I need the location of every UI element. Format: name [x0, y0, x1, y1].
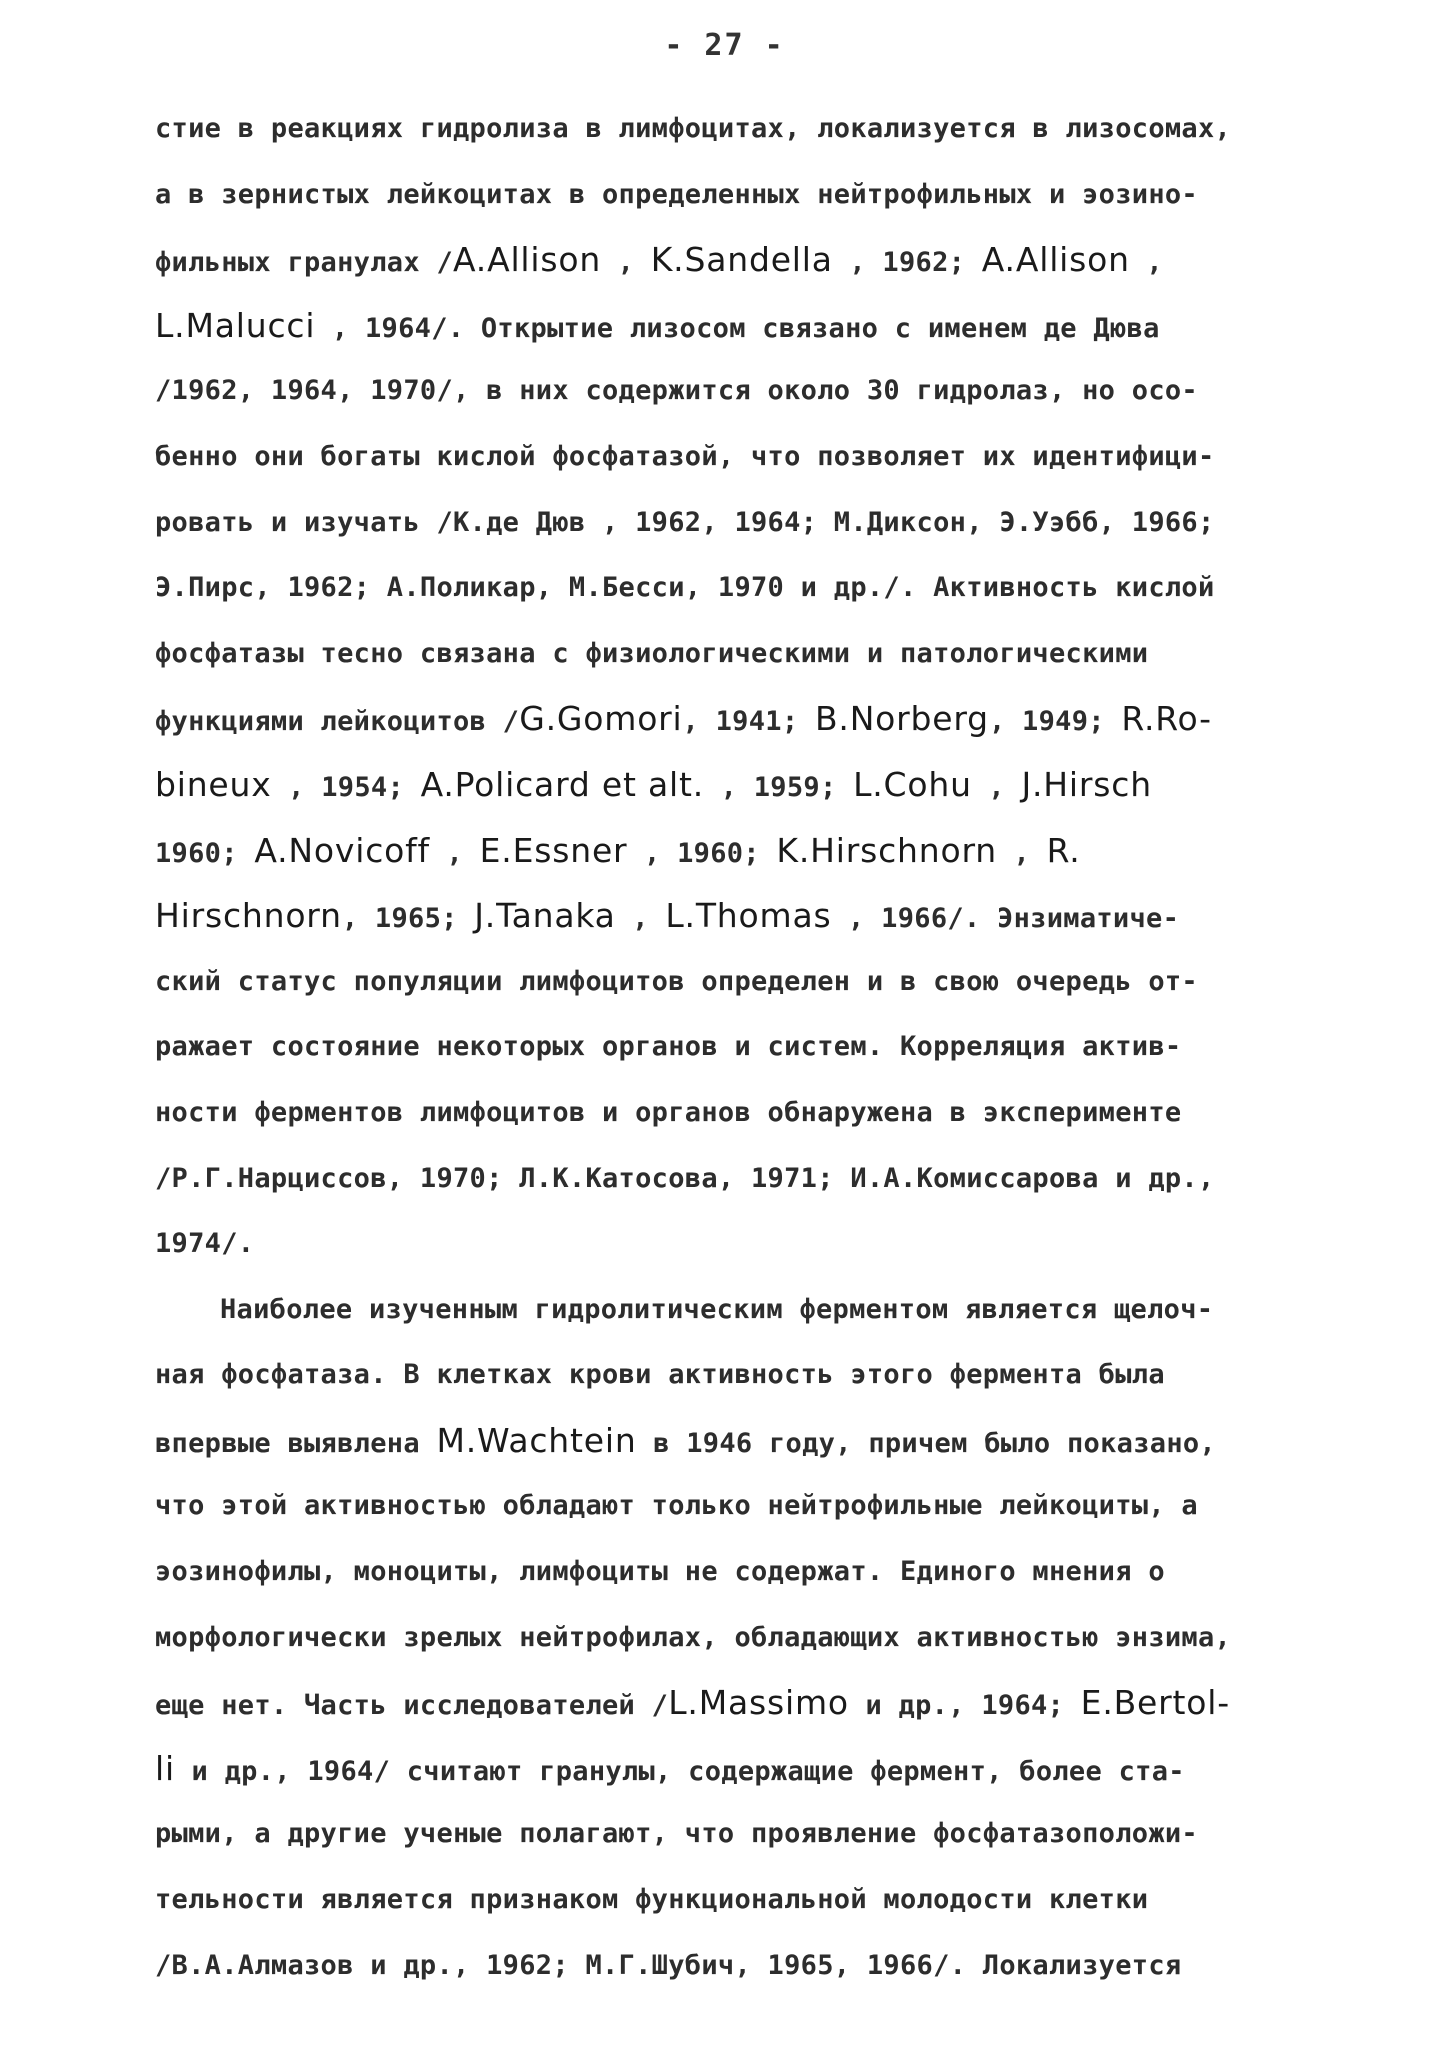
handwritten-name: G.Gomori — [519, 699, 683, 739]
typed-text: , 1966/. Энзиматиче- — [831, 903, 1180, 935]
typed-text: еще нет. Часть исследователей / — [155, 1690, 669, 1722]
handwritten-name: K.Sandella — [650, 240, 833, 280]
handwritten-name: L.Cohu — [853, 764, 972, 804]
text-line — [155, 1211, 1335, 1277]
text-line — [155, 227, 1335, 293]
page-number: - 27 - — [664, 28, 785, 63]
text-line — [155, 1277, 1335, 1343]
typed-text: , 1962; — [832, 247, 982, 279]
typed-text: , 1959; — [704, 771, 854, 803]
typed-text: , 1960; — [627, 837, 777, 869]
typed-text: , — [601, 247, 651, 279]
text-line — [155, 424, 1335, 490]
text-line — [155, 490, 1335, 556]
handwritten-name: J.Tanaka — [474, 896, 616, 936]
typed-text: функциями лейкоцитов / — [155, 706, 520, 738]
typed-text: 1960; — [155, 837, 255, 869]
typed-text: ности ферментов лимфоцитов и органов обнаружена в эксперименте — [155, 1096, 1182, 1128]
typed-text: Наиболее изученным гидролитическим ферментом является щелоч- — [220, 1293, 1214, 1325]
text-line — [155, 162, 1335, 228]
typed-text: бенно они богаты кислой фосфатазой, что позволяет их идентифици- — [155, 440, 1215, 472]
handwritten-name: K.Hirschnorn — [776, 830, 997, 870]
text-line — [155, 96, 1335, 162]
typed-text: рыми, а другие ученые полагают, что проявление фосфатазоположи- — [155, 1818, 1198, 1850]
typed-text: Э.Пирс, 1962; А.Поликар, М.Бесси, 1970 и др./. Активность кислой — [155, 572, 1215, 604]
typed-text: ровать и изучать /К.де Дюв , 1962, 1964; М.Диксон, Э.Уэбб, 1966; — [155, 506, 1215, 538]
typed-text: , — [1129, 247, 1163, 279]
handwritten-name: B.Norberg — [814, 699, 989, 739]
typed-text: , — [429, 837, 480, 869]
typed-text: ский статус популяции лимфоцитов определен и в свою очередь от- — [155, 965, 1198, 997]
typed-text: ражает состояние некоторых органов и систем. Корреляция актив- — [155, 1031, 1182, 1063]
handwritten-name: R. — [1046, 830, 1081, 870]
text-line — [155, 1867, 1335, 1933]
typed-text: , — [971, 771, 1022, 803]
text-line — [155, 1473, 1335, 1539]
text-line — [155, 555, 1335, 621]
typed-text: стие в реакциях гидролиза в лимфоцитах, локализуется в лизосомах, — [155, 113, 1232, 144]
handwritten-name: A.Allison — [453, 240, 602, 280]
typed-text: /1962, 1964, 1970/, в них содержится около 30 гидролаз, но осо- — [155, 375, 1198, 407]
text-line — [155, 1080, 1335, 1146]
text-line — [155, 883, 1335, 949]
typed-text: , 1964/. Открытие лизосом связано с именем де Дюва — [315, 312, 1160, 344]
typed-text: фосфатазы тесно связана с физиологическими и патологическими — [155, 637, 1149, 669]
typed-text: , 1949; — [988, 706, 1122, 738]
handwritten-name: J.Hirsch — [1021, 764, 1152, 804]
text-line — [155, 818, 1335, 884]
typed-text: ная фосфатаза. В клетках крови активность этого фермента была — [155, 1359, 1165, 1391]
typed-text: фильных гранулах / — [155, 247, 453, 279]
text-line — [155, 1014, 1335, 1080]
handwritten-name: L.Massimo — [668, 1683, 849, 1723]
text-line — [155, 1605, 1335, 1671]
handwritten-name: A.Policard et alt. — [420, 764, 705, 804]
text-line — [155, 1539, 1335, 1605]
text-line — [155, 1408, 1335, 1474]
typed-text: и др., 1964/ считают гранулы, содержащие фермент, более ста- — [174, 1755, 1185, 1787]
text-line — [155, 293, 1335, 359]
handwritten-name: E.Essner — [479, 830, 628, 870]
typed-text: эозинофилы, моноциты, лимфоциты не содержат. Единого мнения о — [155, 1556, 1165, 1588]
typed-text: , 1965; — [341, 903, 475, 935]
typed-text: /Р.Г.Нарциссов, 1970; Л.К.Катосова, 1971; И.А.Комиссарова и др., — [155, 1162, 1215, 1194]
text-line — [155, 1933, 1335, 1999]
handwritten-name: li — [155, 1748, 175, 1788]
handwritten-name: A.Allison — [981, 240, 1130, 280]
typed-text: 1974/. — [155, 1228, 255, 1260]
text-line — [155, 949, 1335, 1015]
handwritten-name: R.Ro- — [1121, 699, 1212, 739]
text-line — [155, 358, 1335, 424]
handwritten-name: bineux — [155, 764, 272, 804]
handwritten-name: Hirschnorn — [155, 896, 342, 936]
text-line — [155, 686, 1335, 752]
typed-text: , 1941; — [682, 706, 815, 738]
handwritten-name: M.Wachtein — [436, 1420, 637, 1460]
typed-text: , — [615, 903, 666, 935]
typed-text: в 1946 году, причем было показано, — [636, 1427, 1216, 1459]
typed-text: а в зернистых лейкоцитах в определенных нейтрофильных и эозино- — [155, 178, 1198, 210]
typed-text: морфологически зрелых нейтрофилах, обладающих активностью энзима, — [155, 1621, 1232, 1653]
text-line — [155, 1342, 1335, 1408]
typed-text: , 1954; — [271, 771, 421, 803]
body-text — [155, 96, 1335, 1998]
text-line — [155, 1801, 1335, 1867]
handwritten-name: E.Bertol- — [1080, 1683, 1230, 1723]
typed-text: тельности является признаком функциональной молодости клетки — [155, 1884, 1149, 1916]
typed-text: , — [996, 837, 1047, 869]
typed-text: и др., 1964; — [848, 1690, 1081, 1722]
text-line — [155, 1670, 1335, 1736]
text-line — [155, 621, 1335, 687]
typed-text: впервые выявлена — [155, 1427, 437, 1459]
typed-text: что этой активностью обладают только нейтрофильные лейкоциты, а — [155, 1490, 1198, 1522]
text-line — [155, 1146, 1335, 1212]
text-line — [155, 752, 1335, 818]
handwritten-name: A.Novicoff — [254, 830, 430, 870]
handwritten-name: L.Thomas — [665, 896, 832, 936]
typed-text: /В.А.Алмазов и др., 1962; М.Г.Шубич, 1965, 1966/. Локализуется — [155, 1949, 1182, 1981]
handwritten-name: L.Malucci — [155, 305, 316, 345]
text-line — [155, 1736, 1335, 1802]
